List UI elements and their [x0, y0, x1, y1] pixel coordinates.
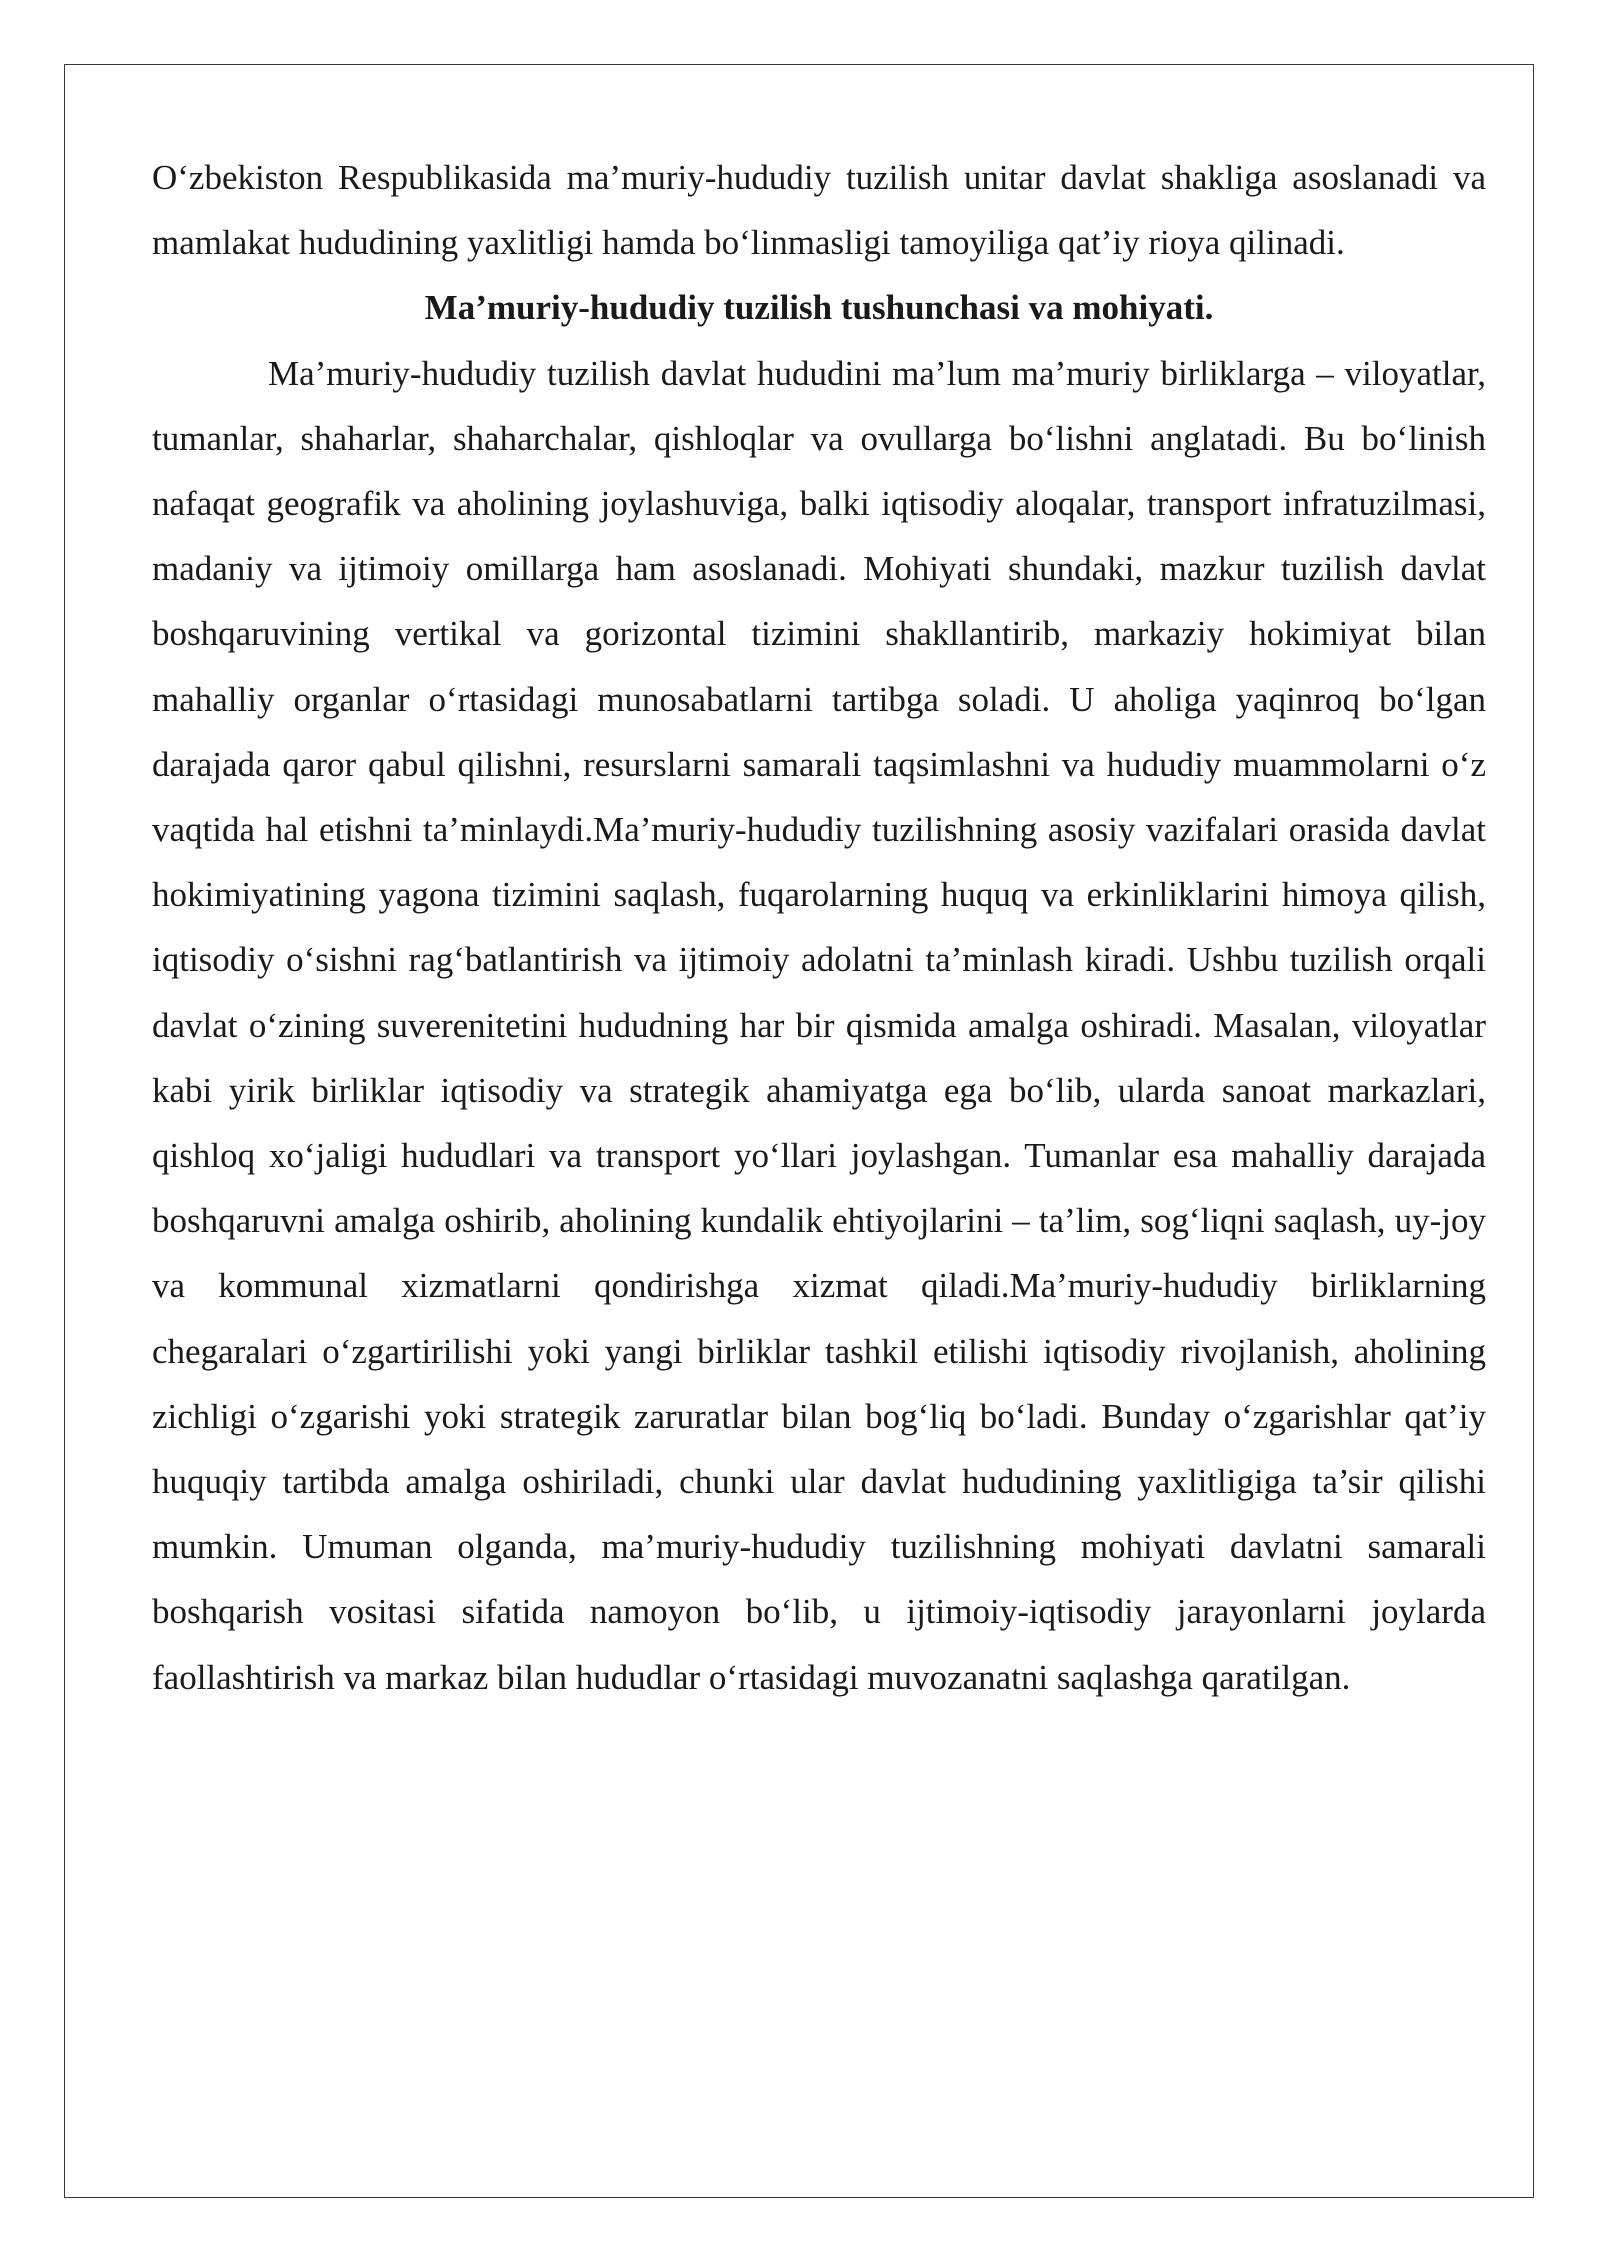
body-paragraph: Ma’muriy-hududiy tuzilish davlat hududini ma’lum ma’muriy birliklarga – viloyatlar, tumanlar, shaharlar, shaharchalar, qishloqlar va ovullarga bo‘lishni anglatadi. Bu bo‘linish nafaqat geografik va aholining joylashuviga, balki iqtisodiy aloqalar, transport infratuzilmasi, madaniy va ijtimoiy omillarga ham asoslanadi. Mohiyati shundaki, mazkur tuzilish davlat boshqaruvining vertikal va gorizontal tizimini shakllantirib, markaziy hokimiyat bilan mahalliy organlar o‘rtasidagi munosabatlarni tartibga soladi. U aholiga yaqinroq bo‘lgan darajada qaror qabul qilishni, resurslarni samarali taqsimlashni va hududiy muammolarni o‘z vaqtida hal etishni ta’minlaydi.Ma’muriy-hududiy tuzilishning asosiy vazifalari orasida davlat hokimiyatining yagona tizimini saqlash, fuqarolarning huquq va erkinliklarini himoya qilish, iqtisodiy o‘sishni rag‘batlantirish va ijtimoiy adolatni ta’minlash kiradi. Ushbu tuzilish orqali davlat o‘zining suverenitetini hududning har bir qismida amalga oshiradi. Masalan, viloyatlar kabi yirik birliklar iqtisodiy va strategik ahamiyatga ega bo‘lib, ularda sanoat markazlari, qishloq xo‘jaligi hududlari va transport yo‘llari joylashgan. Tumanlar esa mahalliy darajada boshqaruvni amalga oshirib, aholining kundalik ehtiyojlarini – ta’lim, sog‘liqni saqlash, uy-joy va kommunal xizmatlarni qondirishga xizmat qiladi.Ma’muriy-hududiy birliklarning chegaralari o‘zgartirilishi yoki yangi birliklar tashkil etilishi iqtisodiy rivojlanish, aholining zichligi o‘zgarishi yoki strategik zaruratlar bilan bog‘liq bo‘ladi. Bunday o‘zgarishlar qat’iy huquqiy tartibda amalga oshiriladi, chunki ular davlat hududining yaxlitligiga ta’sir qilishi mumkin. Umuman olganda, ma’muriy-hududiy tuzilishning mohiyati davlatni samarali boshqarish vositasi sifatida namoyon bo‘lib, u ijtimoiy-iqtisodiy jarayonlarni joylarda faollashtirish va markaz bilan hududlar o‘rtasidagi muvozanatni saqlashga qaratilgan. — [152, 353, 1486, 1697]
section-heading: Ma’muriy-hududiy tuzilish tushunchasi va mohiyati. — [424, 288, 1214, 328]
document-body — [152, 145, 1486, 1710]
intro-paragraph: O‘zbekiston Respublikasida ma’muriy-hududiy tuzilish unitar davlat shakliga asoslanadi va mamlakat hududining yaxlitligi hamda bo‘linmasligi tamoyiliga qat’iy rioya qilinadi. — [152, 158, 1486, 263]
